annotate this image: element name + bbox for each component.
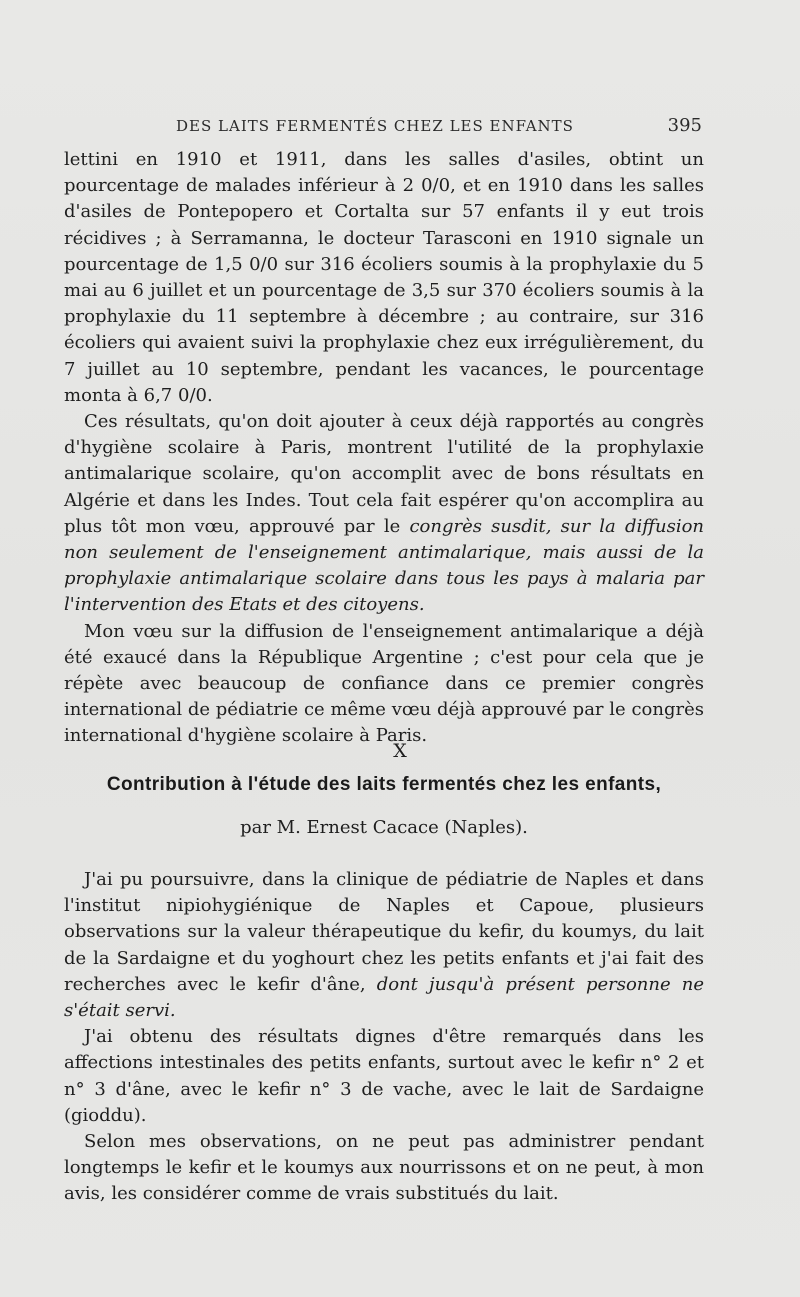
italic-text: congrès susdit, sur la diffusion non seulement de l'enseignement antimalarique, mais aussi de la prophylaxie antimalarique scolaire dans tous les pays à malaria par l'intervention des Etats et des citoyens.	[64, 515, 704, 616]
section-number: X	[393, 740, 407, 762]
paragraph	[64, 409, 704, 619]
page-number: 395	[667, 115, 702, 136]
author-byline: par M. Ernest Cacace (Naples).	[240, 817, 528, 838]
paragraph: J'ai obtenu des résultats dignes d'être remarqués dans les affections intestinales des petits enfants, surtout avec le kefir n° 2 et n° 3 d'âne, avec le kefir n° 3 de vache, avec le lait de Sardaigne (gioddu).	[64, 1026, 704, 1126]
paragraph: lettini en 1910 et 1911, dans les salles d'asiles, obtint un pourcentage de malades inférieur à 2 0/0, et en 1910 dans les salles d'asiles de Pontepopero et Cortalta sur 57 enfants il y eut trois récidives ; à Serramanna, le docteur Tarasconi en 1910 signale un pourcentage de 1,5 0/0 sur 316 écoliers soumis à la prophylaxie du 5 mai au 6 juillet et un pourcentage de 3,5 sur 370 écoliers soumis à la prophylaxie du 11 septembre à décembre ; au contraire, sur 316 écoliers qui avaient suivi la prophylaxie chez eux irrégulièrement, du 7 juillet au 10 septembre, pendant les vacances, le pourcentage monta à 6,7 0/0.	[64, 149, 704, 406]
paragraph-text: Ces résultats, qu'on doit ajouter à ceux déjà rapportés au congrès d'hygiène scolaire à Paris, montrent l'utilité de la prophylaxie antimalarique scolaire, qu'on accomplit avec de bons résultats en Algérie et dans les Indes. Tout cela fait espérer qu'on accomplira au plus tôt mon vœu, approuvé par le	[64, 411, 704, 537]
paragraph: Mon vœu sur la diffusion de l'enseignement antimalarique a déjà été exaucé dans la République Argentine ; c'est pour cela que je répète avec beaucoup de confiance dans ce premier congrès international de pédiatrie ce même vœu déjà approuvé par le congrès international d'hygiène scolaire à Paris.	[64, 620, 704, 747]
body-text-continued	[64, 147, 704, 750]
paragraph	[64, 867, 704, 1024]
running-title: DES LAITS FERMENTÉS CHEZ LES ENFANTS	[176, 117, 574, 135]
paragraph: Selon mes observations, on ne peut pas administrer pendant longtemps le kefir et le koumys aux nourrissons et on ne peut, à mon avis, les considérer comme de vrais substitués du lait.	[64, 1131, 704, 1205]
running-header	[64, 115, 700, 137]
paragraph-text: J'ai pu poursuivre, dans la clinique de pédiatrie de Naples et dans l'institut nipiohygiénique de Naples et Capoue, plusieurs observations sur la valeur thérapeutique du kefir, du koumys, du lait de la Sardaigne et du yoghourt chez les petits enfants et j'ai fait des recherches avec le kefir d'âne,	[64, 869, 704, 995]
body-text-article	[64, 867, 704, 1208]
section-title: Contribution à l'étude des laits fermentés chez les enfants,	[106, 774, 662, 795]
italic-text: dont jusqu'à présent personne ne s'était servi.	[64, 973, 704, 1022]
